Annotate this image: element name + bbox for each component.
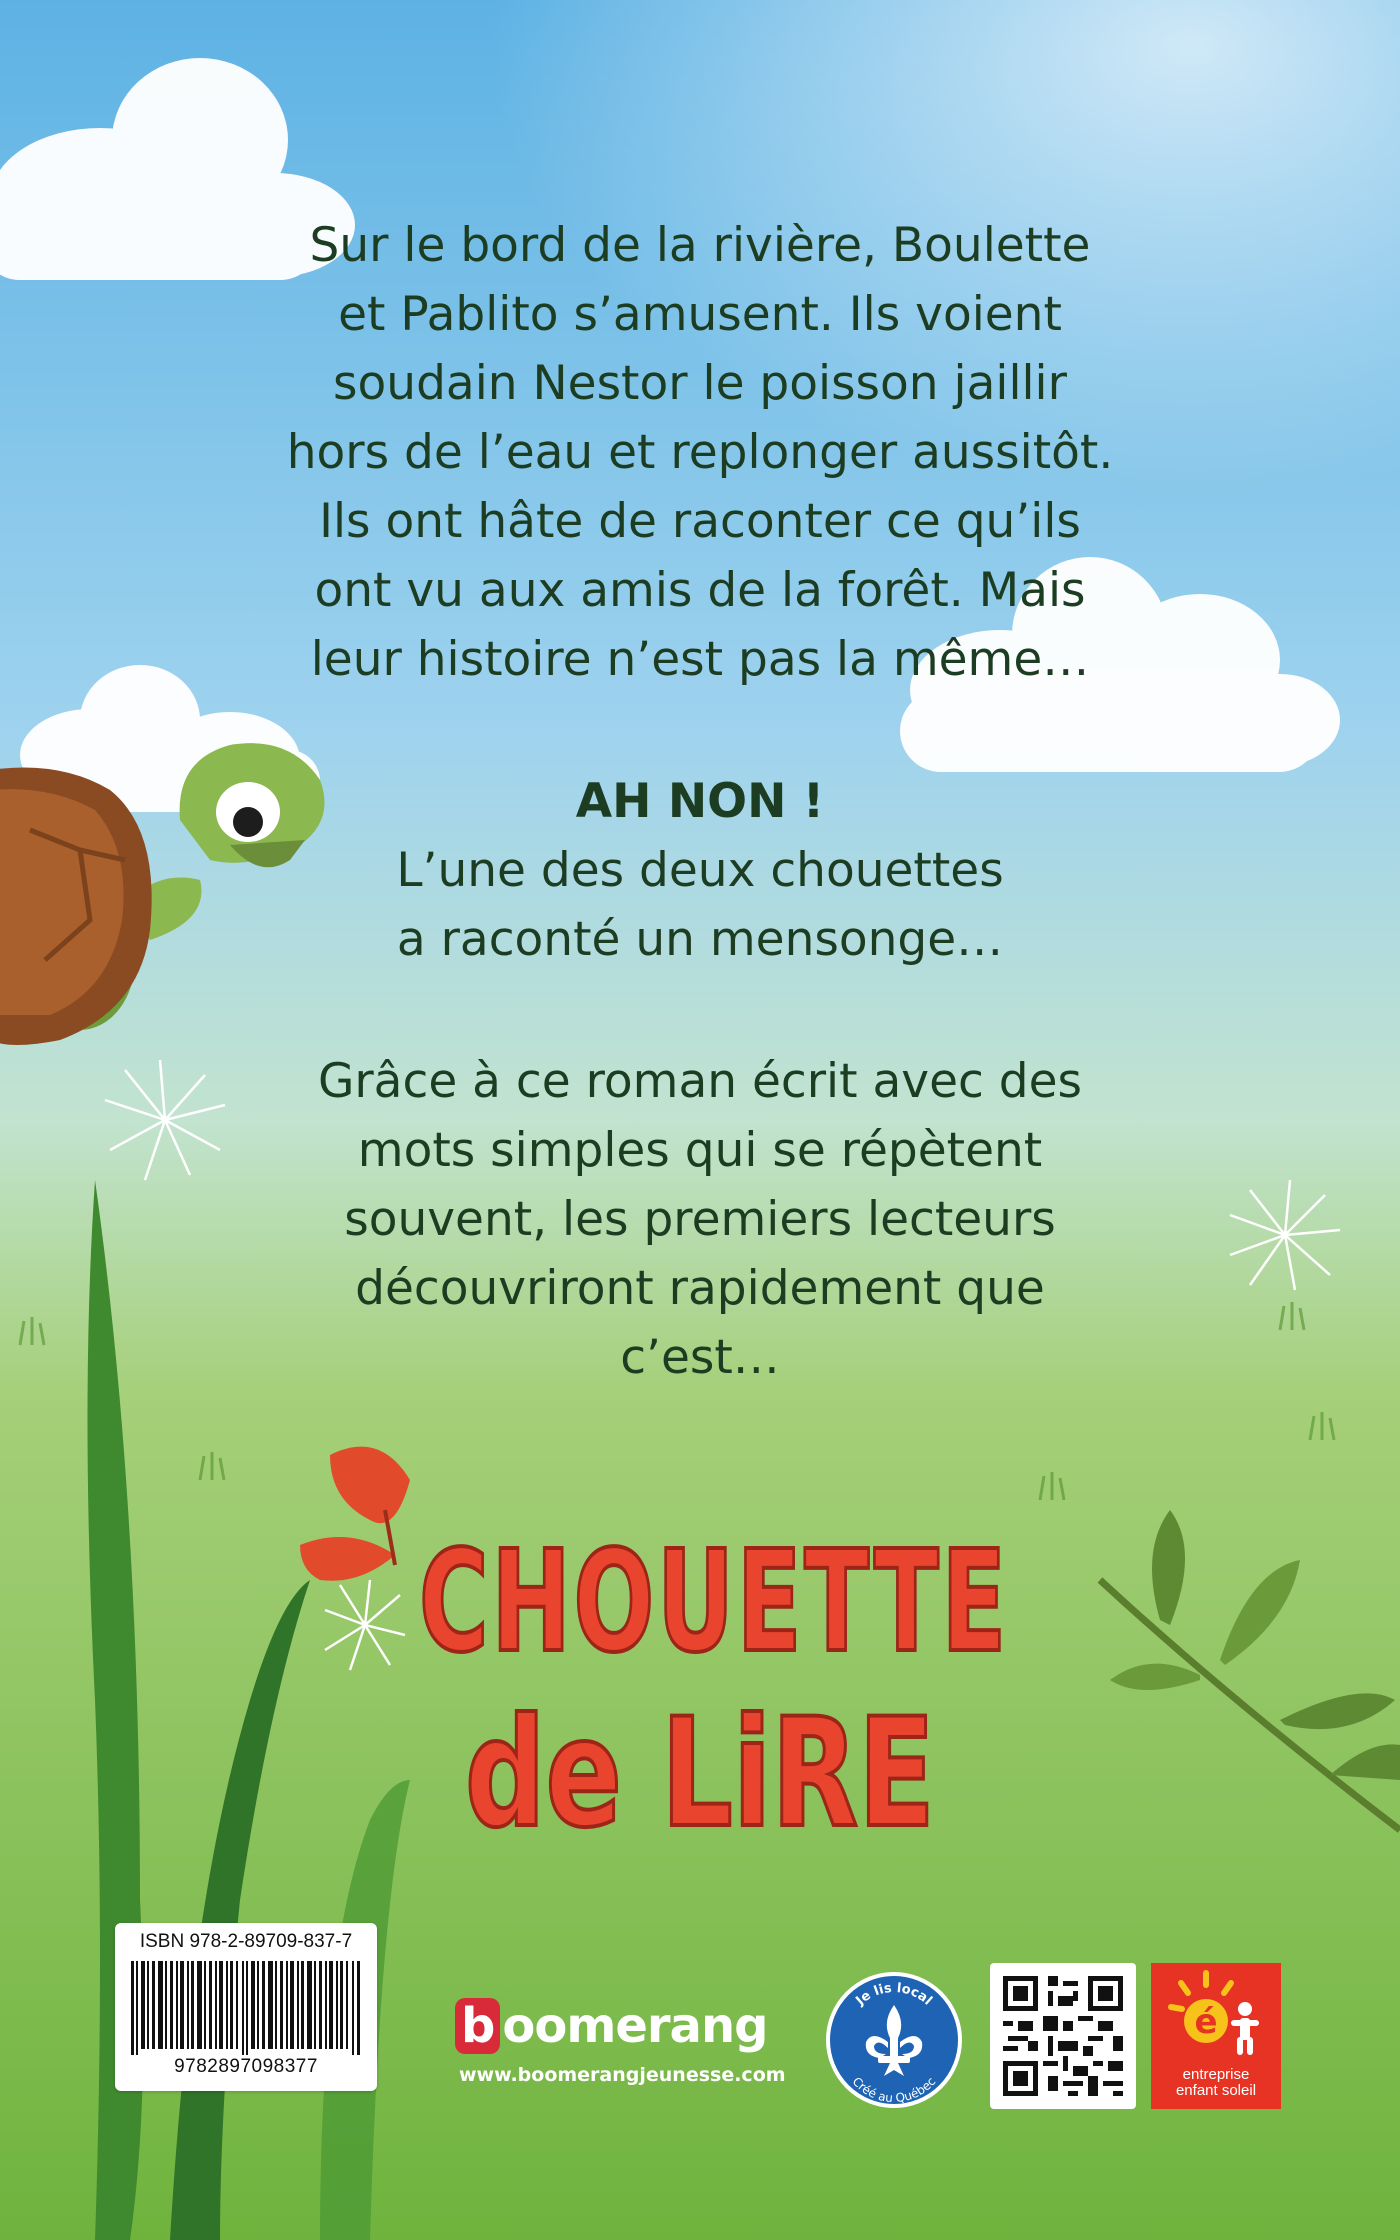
enfant-soleil-line1: entreprise bbox=[1182, 2066, 1250, 2083]
qr-code-icon bbox=[1003, 1976, 1123, 2096]
enfant-soleil-logo bbox=[1151, 1963, 1281, 2109]
exclamation-heading: AH NON ! bbox=[575, 774, 825, 829]
pitch-line: c’est… bbox=[620, 1330, 780, 1385]
barcode-graphic bbox=[131, 1961, 361, 2055]
pitch-line: Grâce à ce roman écrit avec des bbox=[317, 1054, 1083, 1109]
pitch-line: souvent, les premiers lecteurs bbox=[344, 1192, 1056, 1247]
synopsis-line: hors de l’eau et replonger aussitôt. bbox=[286, 425, 1114, 480]
synopsis-line: Ils ont hâte de raconter ce qu’ils bbox=[319, 494, 1081, 549]
series-pitch-paragraph bbox=[100, 1047, 1300, 1392]
exclamation-paragraph bbox=[100, 767, 1300, 974]
quebec-badge-top-text: Je lis local bbox=[853, 1980, 935, 2009]
enfant-soleil-text bbox=[1151, 2067, 1281, 2099]
publisher-url[interactable]: www.boomerangjeunesse.com bbox=[459, 2064, 786, 2086]
series-logo-line1: CHOUETTE bbox=[419, 1521, 1009, 1684]
series-logo bbox=[300, 1440, 1100, 1860]
synopsis-paragraph bbox=[100, 211, 1300, 694]
svg-text:é: é bbox=[1194, 2002, 1218, 2042]
quebec-badge-bottom-text: Créé au Québec bbox=[849, 2074, 939, 2106]
quebec-local-badge bbox=[824, 1970, 964, 2110]
synopsis-line: et Pablito s’amusent. Ils voient bbox=[338, 287, 1062, 342]
synopsis-line: ont vu aux amis de la forêt. Mais bbox=[314, 563, 1086, 618]
synopsis-line: leur histoire n’est pas la même… bbox=[310, 632, 1090, 687]
exclamation-line: a raconté un mensonge… bbox=[396, 912, 1004, 967]
isbn-barcode-block bbox=[115, 1923, 377, 2091]
pitch-line: découvriront rapidement que bbox=[355, 1261, 1045, 1316]
synopsis-line: soudain Nestor le poisson jaillir bbox=[333, 356, 1067, 411]
publisher-logo bbox=[455, 1998, 795, 2098]
isbn-digits: 9782897098377 bbox=[174, 2056, 318, 2077]
isbn-label: ISBN 978-2-89709-837-7 bbox=[139, 1931, 353, 1952]
exclamation-line: L’une des deux chouettes bbox=[396, 843, 1004, 898]
sun-child-icon bbox=[1151, 1963, 1281, 2067]
pitch-line: mots simples qui se répètent bbox=[357, 1123, 1043, 1178]
publisher-wordmark bbox=[455, 1998, 767, 2058]
series-logo-line2: de LiRE bbox=[465, 1687, 935, 1861]
qr-code[interactable] bbox=[990, 1963, 1136, 2109]
synopsis-line: Sur le bord de la rivière, Boulette bbox=[309, 218, 1091, 273]
publisher-initial: b bbox=[455, 1998, 500, 2054]
publisher-name: oomerang bbox=[502, 1998, 768, 2054]
enfant-soleil-line2: enfant soleil bbox=[1175, 2082, 1257, 2099]
